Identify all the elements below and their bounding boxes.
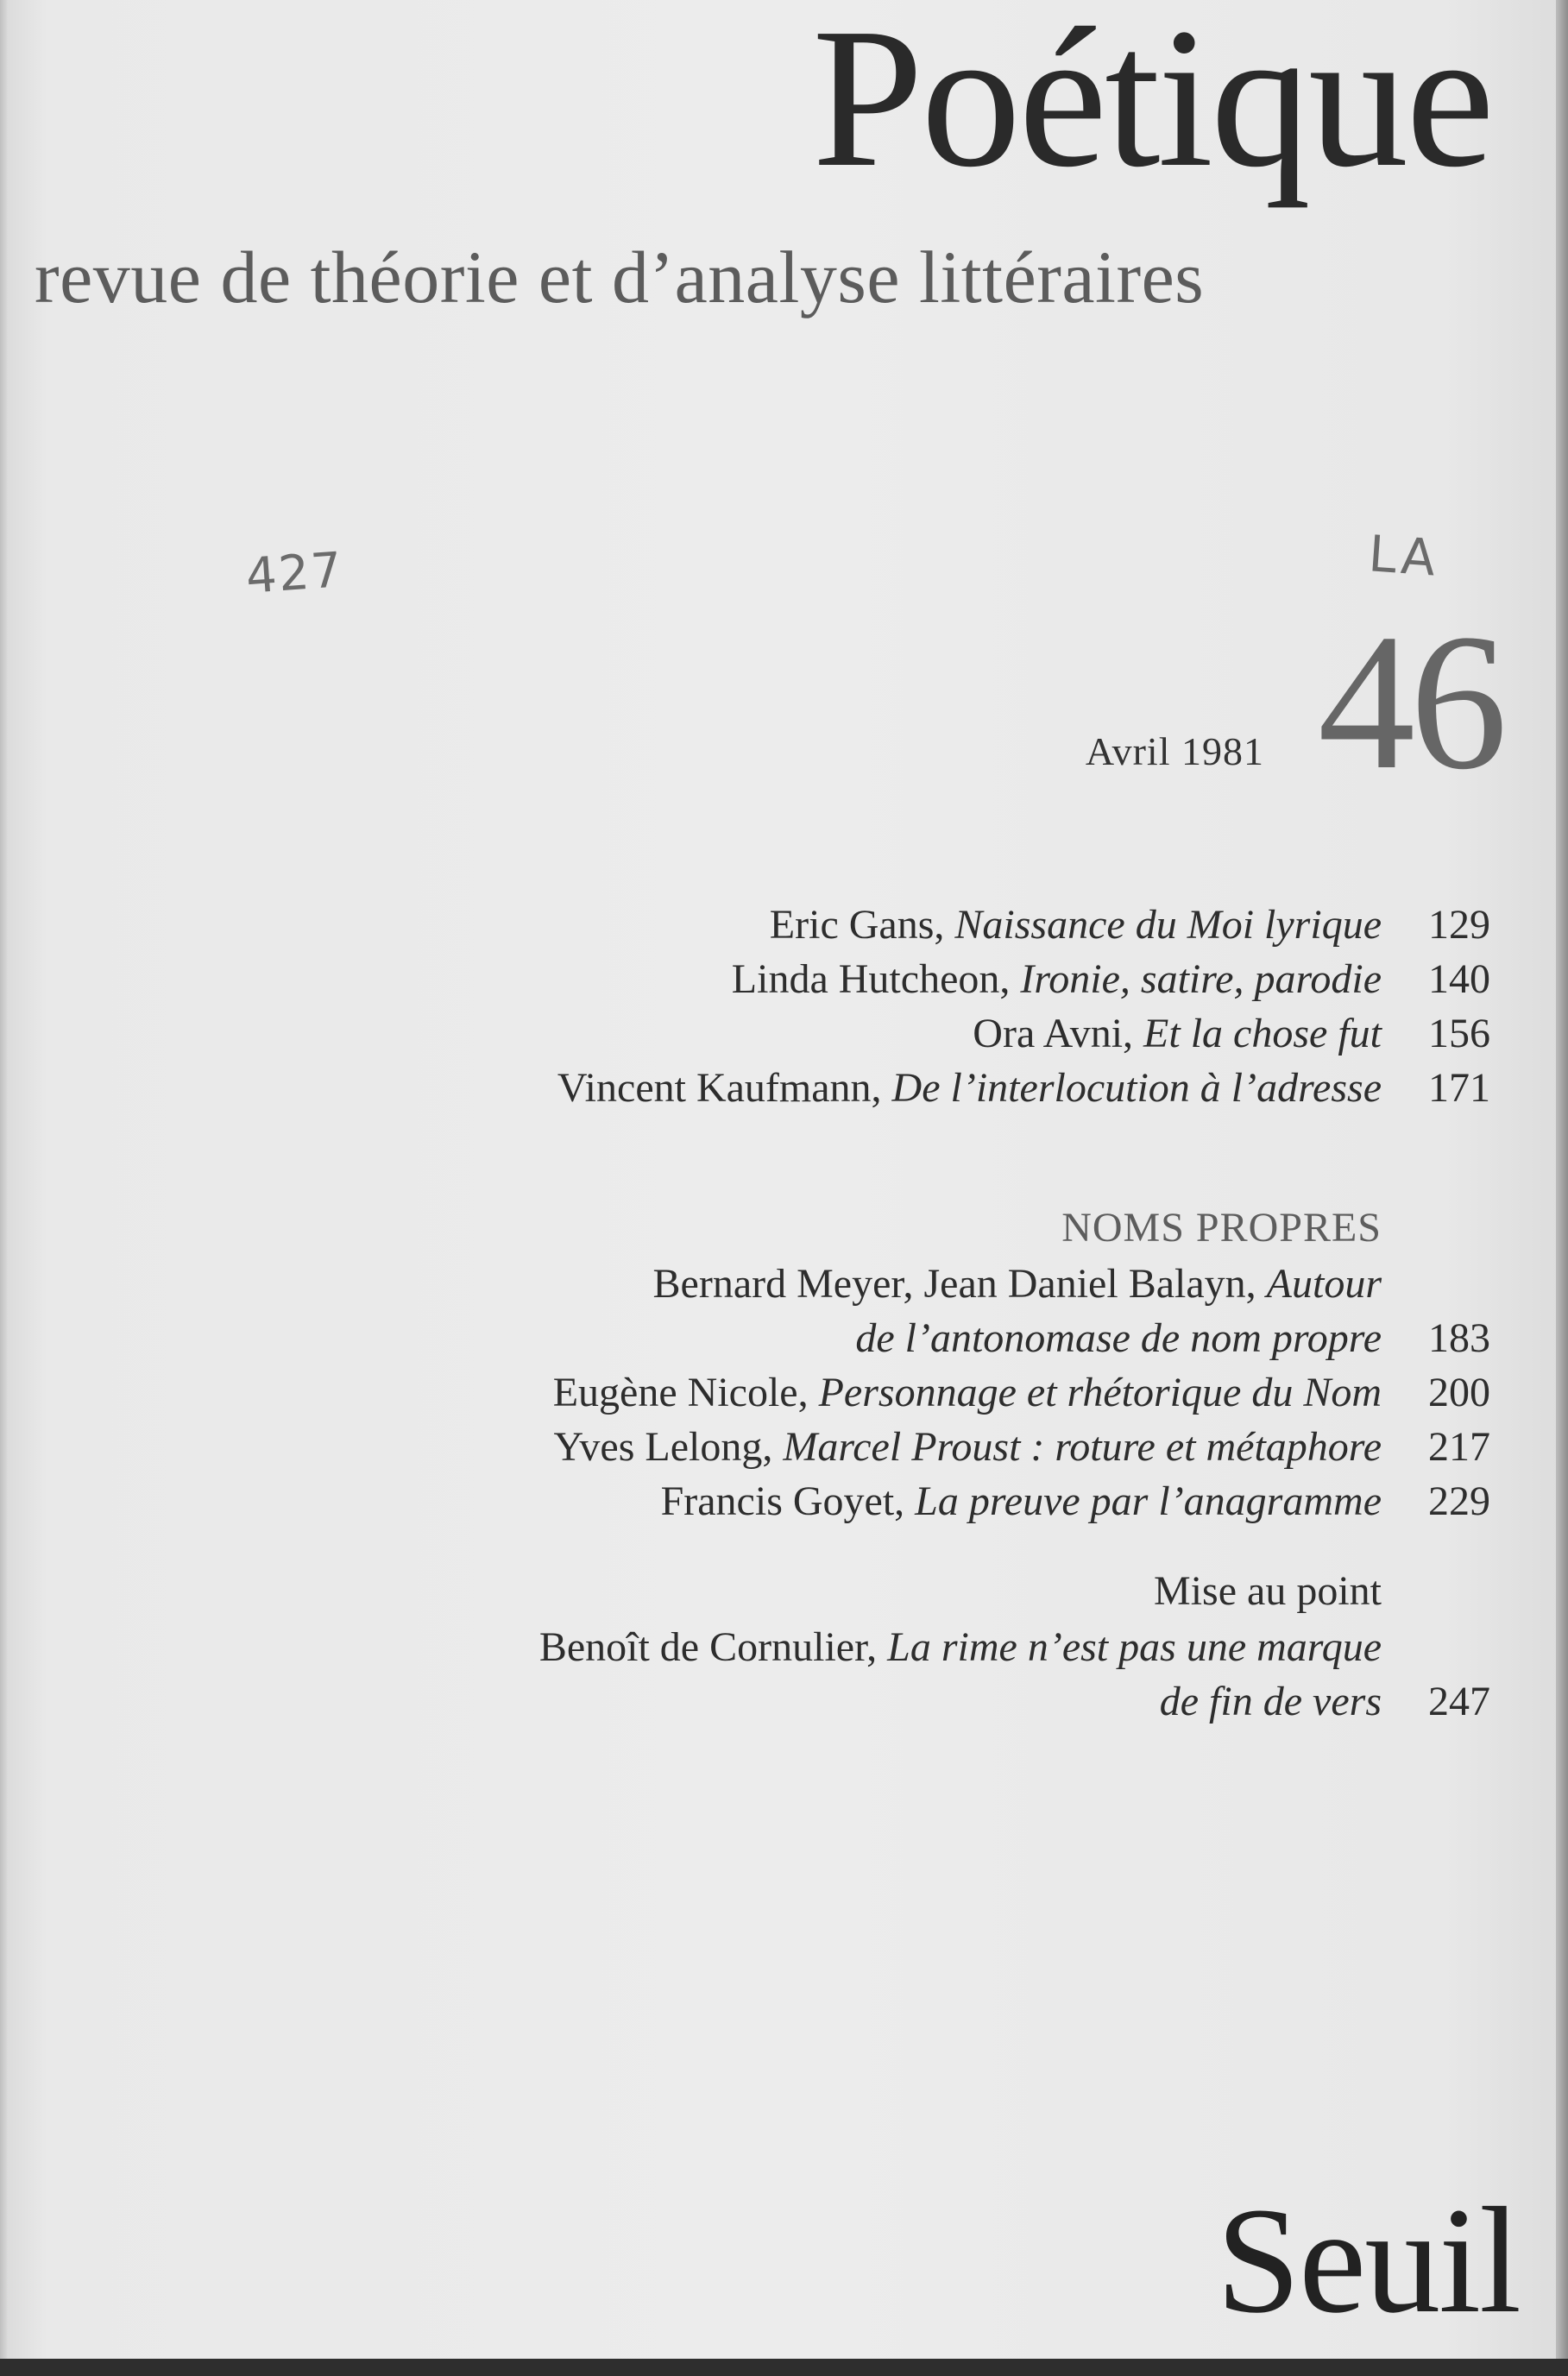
toc-entry-continuation — [0, 1311, 1568, 1365]
entry-page: 247 — [1428, 1679, 1490, 1724]
toc-entry — [0, 952, 1568, 1006]
entry-page: 183 — [1428, 1315, 1490, 1361]
entry-author: Eugène Nicole, — [552, 1370, 809, 1415]
entry-title-continuation: de l’antonomase de nom propre — [855, 1315, 1382, 1361]
entry-page: 200 — [1428, 1370, 1490, 1415]
entry-page: 129 — [1428, 902, 1490, 948]
entry-author: Linda Hutcheon, — [731, 956, 1011, 1002]
entry-page: 217 — [1428, 1424, 1490, 1470]
entry-title: La rime n’est pas une marque — [887, 1624, 1382, 1670]
entry-title: Marcel Proust : roture et métaphore — [783, 1424, 1382, 1470]
publisher-name: Seuil — [1216, 2177, 1520, 2345]
entry-title: De l’interlocution à l’adresse — [891, 1065, 1382, 1111]
entry-author: Bernard Meyer, Jean Daniel Balayn, — [652, 1261, 1256, 1307]
handwritten-note-right: LA — [1366, 524, 1441, 588]
entry-page: 171 — [1428, 1065, 1490, 1111]
issue-date: Avril 1981 — [1085, 729, 1264, 773]
section-heading-noms-propres: NOMS PROPRES — [1061, 1205, 1382, 1251]
toc-entry — [0, 1474, 1568, 1528]
entry-title: Personnage et rhétorique du Nom — [818, 1370, 1382, 1415]
entry-title: Autour — [1266, 1261, 1382, 1307]
entry-page: 140 — [1428, 956, 1490, 1002]
toc-entry — [0, 1420, 1568, 1474]
entry-author: Yves Lelong, — [553, 1424, 773, 1470]
toc-entry — [0, 1257, 1568, 1311]
toc-entry — [0, 898, 1568, 952]
journal-title: Poétique — [812, 0, 1492, 209]
toc-entry — [0, 1365, 1568, 1420]
entry-author: Ora Avni, — [973, 1011, 1134, 1056]
table-of-contents — [0, 898, 1568, 1729]
entry-author: Francis Goyet, — [660, 1478, 905, 1524]
section-heading-mise-au-point: Mise au point — [1154, 1568, 1382, 1614]
entry-author: Benoît de Cornulier, — [538, 1624, 878, 1670]
journal-subtitle: revue de théorie et d’analyse littéraires — [35, 236, 1205, 318]
toc-entry — [0, 1061, 1568, 1115]
toc-entry — [0, 1620, 1568, 1674]
handwritten-note-left: 427 — [243, 542, 346, 605]
issue-number: 46 — [1318, 594, 1502, 810]
toc-entry-continuation — [0, 1674, 1568, 1729]
entry-title: La preuve par l’anagramme — [915, 1478, 1382, 1524]
entry-title: Et la chose fut — [1143, 1011, 1382, 1056]
bottom-edge — [0, 2359, 1568, 2376]
toc-entry — [0, 1006, 1568, 1061]
entry-author: Vincent Kaufmann, — [557, 1065, 882, 1111]
entry-author: Eric Gans, — [769, 902, 945, 948]
entry-page: 229 — [1428, 1478, 1490, 1524]
entry-page: 156 — [1428, 1011, 1490, 1056]
entry-title: Naissance du Moi lyrique — [954, 902, 1382, 948]
entry-title: Ironie, satire, parodie — [1020, 956, 1382, 1002]
entry-title-continuation: de fin de vers — [1159, 1679, 1382, 1724]
